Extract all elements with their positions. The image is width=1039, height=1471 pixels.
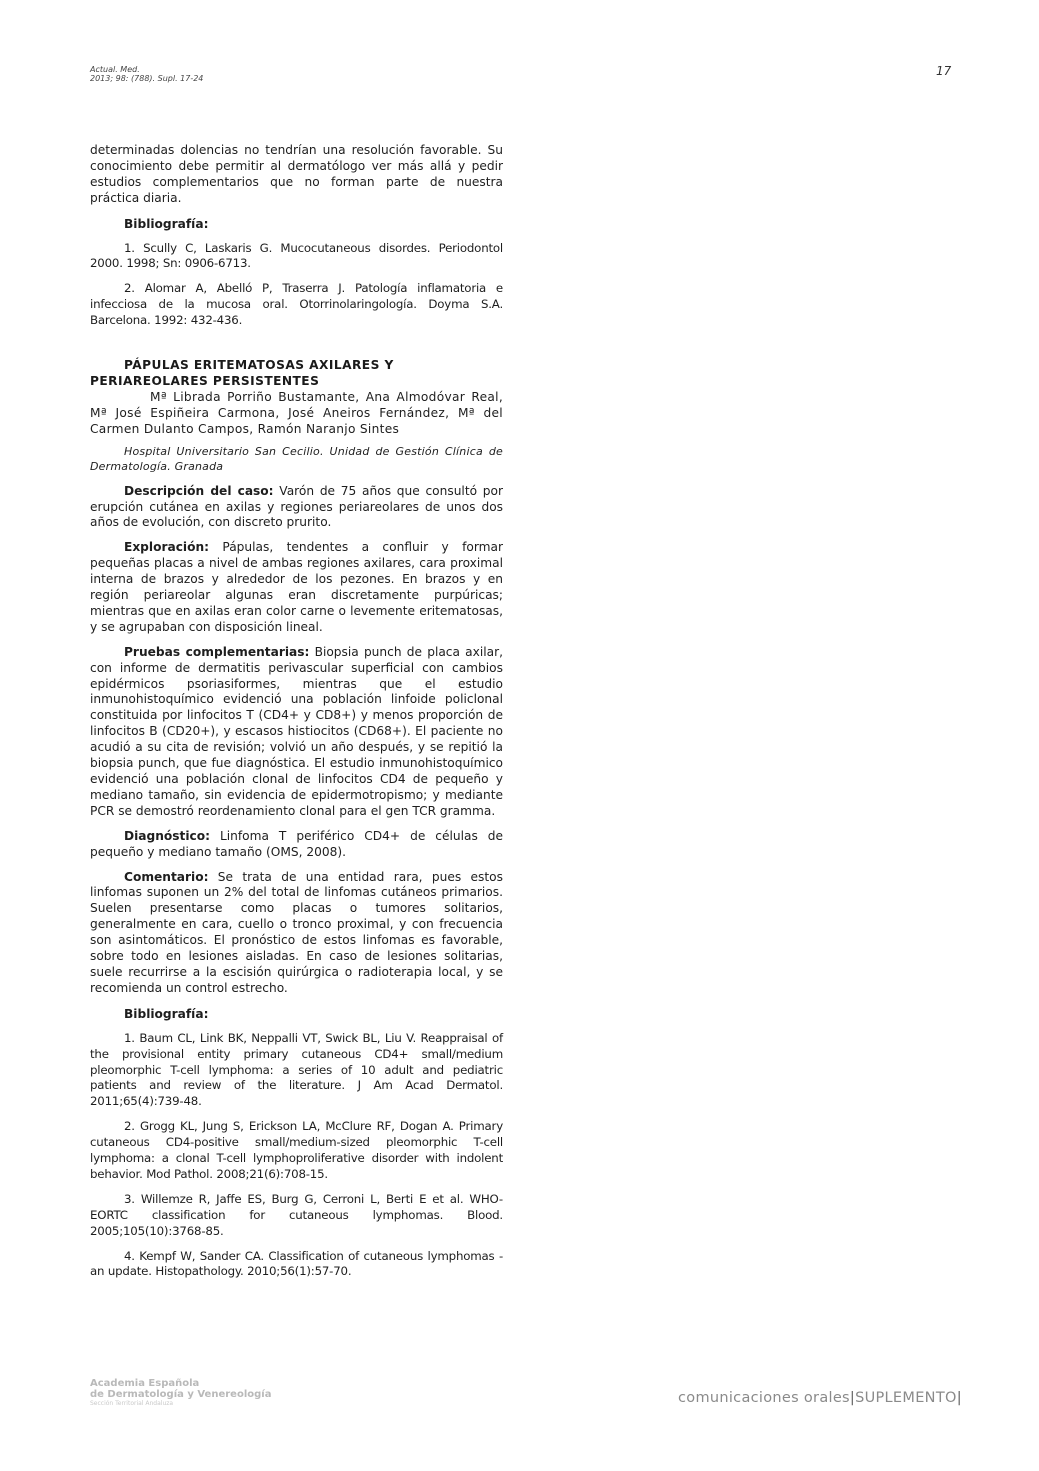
section-examination <box>90 540 503 635</box>
reference-item: 2. Grogg KL, Jung S, Erickson LA, McClure RF, Dogan A. Primary cutaneous CD4-positive small/medium-sized pleomorphic T-cell lymphoma: a clonal T-cell lymphoproliferative disorder with indolent behavior. Mod Pathol. 2008;21(6):708-15. <box>90 1119 503 1181</box>
separator-bar: | <box>956 1390 962 1406</box>
section-diagnosis <box>90 829 503 861</box>
article-authors: Mª Librada Porriño Bustamante, Ana Almodóvar Real, Mª José Espiñeira Carmona, José Aneiros Fernández, Mª del Carmen Dulanto Campos, Ramón Naranjo Sintes <box>90 389 503 436</box>
section-text: Se trata de una entidad rara, pues estos linfomas suponen un 2% del total de linfomas cutáneos primarios. Suelen presentarse como placas o tumores solitarios, generalmente en cara, cuello o tronco proximal, y con frecuencia son asintomáticos. El pronóstico de estos linfomas es favorable, sobre todo en lesiones aisladas. En caso de lesiones solitarias, suele recurrirse a la escisión quirúrgica o radioterapia local, y se recomienda un control estrecho. <box>90 869 503 995</box>
journal-name: Actual. Med. <box>90 65 140 74</box>
academy-name-line2: de Dermatología y Venereología <box>90 1389 272 1400</box>
article-affiliation: Hospital Universitario San Cecilio. Unidad de Gestión Clínica de Dermatología. Granada <box>90 444 503 474</box>
page-number: 17 <box>936 64 952 78</box>
separator-bar: | <box>849 1390 856 1406</box>
reference-item: 1. Baum CL, Link BK, Neppalli VT, Swick BL, Liu V. Reappraisal of the provisional entity primary cutaneous CD4+ small/medium pleomorphic T-cell lymphoma: a series of 10 adult and pediatric patients and review of the literature. J Am Acad Dermatol. 2011;65(4):739-48. <box>90 1030 503 1109</box>
text-column <box>90 143 503 1280</box>
reference-item: 4. Kempf W, Sander CA. Classification of cutaneous lymphomas - an update. Histopathology. 2010;56(1):57-70. <box>90 1248 503 1279</box>
academy-name-line1: Academia Española <box>90 1378 200 1389</box>
reference-item: 2. Alomar A, Abelló P, Traserra J. Patología inflamatoria e infecciosa de la mucosa oral. Otorrinolaringología. Doyma S.A. Barcelona. 1992: 432-436. <box>90 281 503 328</box>
section-case-description <box>90 484 503 532</box>
academy-logo <box>90 1378 271 1408</box>
section-text: Pápulas, tendentes a confluir y formar pequeñas placas a nivel de ambas regiones axilares, cara proximal interna de brazos y alrededor de los pezones. En brazos y en región periareolar algunas eran discretamente purpúricas; mientras que en axilas eran color carne o levemente eritematosas, y se agrupaban con disposición lineal. <box>90 540 503 634</box>
section-label: Descripción del caso: <box>124 483 274 498</box>
section-label: Exploración: <box>124 540 210 555</box>
section-text: Biopsia punch de placa axilar, con informe de dermatitis perivascular superficial con cambios epidérmicos psoriasiformes, mientras que el estudio inmunohistoquímico evidenció una población linfoide policlonal constituida por linfocitos T (CD4+ y CD8+) y menos proporción de linfocitos B (CD20+), y escasos histiocitos (CD68+). El paciente no acudió a su cita de revisión; volvió un año después, y se repitió la biopsia punch, que fue diagnóstica. El estudio inmunohistoquímico evidenció una población clonal de linfocitos CD4 de pequeño y mediano tamaño, sin evidencia de epidermotropismo; y mediante PCR se demostró reordenamiento clonal para el gen TCR gramma. <box>90 644 503 818</box>
section-text: Linfoma T periférico CD4+ de células de pequeño y mediano tamaño (OMS, 2008). <box>90 828 503 859</box>
supplement-label: SUPLEMENTO <box>855 1390 957 1406</box>
previous-bibliography-heading: Bibliografía: <box>124 216 209 231</box>
previous-article-ending: determinadas dolencias no tendrían una resolución favorable. Su conocimiento debe permitir al dermatólogo ver más allá y pedir estudios complementarios que no forman parte de nuestra práctica diaria. <box>90 143 503 205</box>
reference-item: 3. Willemze R, Jaffe ES, Burg G, Cerroni L, Berti E et al. WHO-EORTC classification for cutaneous lymphomas. Blood. 2005;105(10):3768-85. <box>90 1191 503 1238</box>
academy-section: Sección Territorial Andaluza <box>90 1400 174 1407</box>
bibliography-heading: Bibliografía: <box>124 1006 209 1021</box>
journal-citation <box>90 65 203 83</box>
section-text: Varón de 75 años que consultó por erupción cutánea en axilas y regiones periareolares de unos dos años de evolución, con discreto prurito. <box>90 483 503 530</box>
section-name: comunicaciones orales <box>678 1390 850 1406</box>
section-complementary-tests <box>90 645 503 820</box>
section-comment <box>90 870 503 997</box>
reference-item: 1. Scully C, Laskaris G. Mucocutaneous disordes. Periodontol 2000. 1998; Sn: 0906-6713. <box>90 240 503 271</box>
section-label: Comentario: <box>124 869 209 884</box>
article-title: PÁPULAS ERITEMATOSAS AXILARES Y PERIAREOLARES PERSISTENTES <box>90 358 394 388</box>
section-label: Diagnóstico: <box>124 828 211 843</box>
journal-volume: 2013; 98: (788). Supl. 17-24 <box>90 74 204 83</box>
section-label: Pruebas complementarias: <box>124 644 310 659</box>
section-footer <box>678 1390 962 1406</box>
